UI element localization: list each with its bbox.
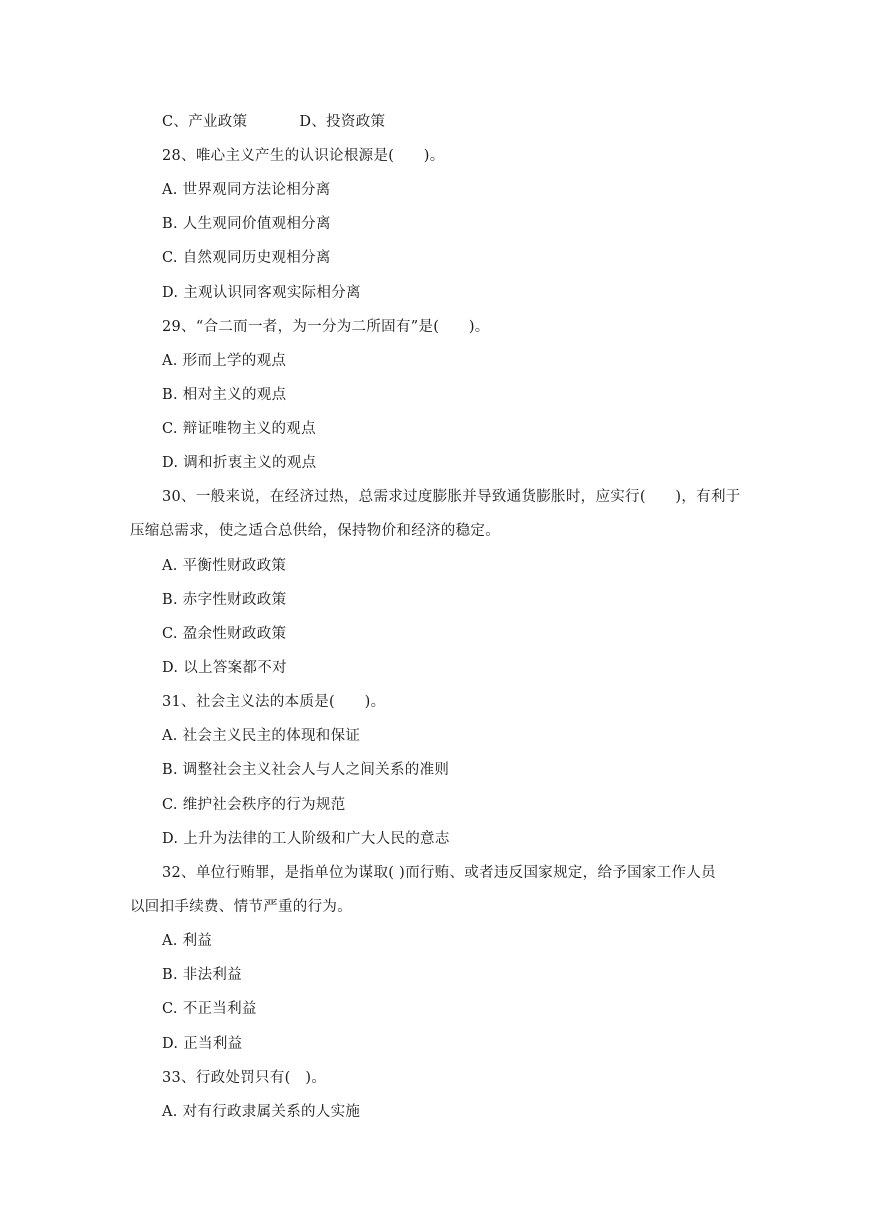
option-31a: A. 社会主义民主的体现和保证 [162,728,361,744]
option-c: C、产业政策 [162,114,248,130]
question-33: 33、行政处罚只有( )。 [162,1070,327,1086]
option-31d: D. 上升为法律的工人阶级和广大人民的意志 [162,831,450,847]
option-30d: D. 以上答案都不对 [162,660,287,676]
option-28a: A. 世界观同方法论相分离 [162,182,331,198]
option-30c: C. 盈余性财政政策 [162,626,287,642]
option-29c: C. 辩证唯物主义的观点 [162,421,316,437]
question-32-line-2: 以回扣手续费、情节严重的行为。 [130,899,352,915]
question-31: 31、社会主义法的本质是( )。 [162,694,386,710]
option-30a: A. 平衡性财政政策 [162,558,287,574]
option-32b: B. 非法利益 [162,967,242,983]
option-32d: D. 正当利益 [162,1036,243,1052]
question-30-line-1: 30、一般来说，在经济过热，总需求过度膨胀并导致通货膨胀时，应实行( )，有利于 [162,489,741,505]
option-29a: A. 形而上学的观点 [162,353,287,369]
option-31b: B. 调整社会主义社会人与人之间关系的准则 [162,762,450,778]
option-28d: D. 主观认识同客观实际相分离 [162,285,361,301]
option-30b: B. 赤字性财政政策 [162,592,287,608]
option-32c: C. 不正当利益 [162,1001,257,1017]
question-32-line-1: 32、单位行贿罪，是指单位为谋取( )而行贿、或者违反国家规定，给予国家工作人员 [162,865,716,881]
question-30-line-2: 压缩总需求，使之适合总供给，保持物价和经济的稳定。 [130,523,500,539]
option-line [162,113,385,131]
option-28b: B. 人生观同价值观相分离 [162,216,331,232]
option-33a: A. 对有行政隶属关系的人实施 [162,1104,361,1120]
option-29d: D. 调和折衷主义的观点 [162,455,317,471]
option-32a: A. 利益 [162,933,213,949]
option-31c: C. 维护社会秩序的行为规范 [162,797,346,813]
question-29: 29、“合二而一者，为一分为二所固有”是( )。 [162,319,490,335]
option-d: D、投资政策 [299,114,386,130]
option-29b: B. 相对主义的观点 [162,387,287,403]
question-28: 28、唯心主义产生的认识论根源是( )。 [162,148,445,164]
option-28c: C. 自然观同历史观相分离 [162,250,331,266]
